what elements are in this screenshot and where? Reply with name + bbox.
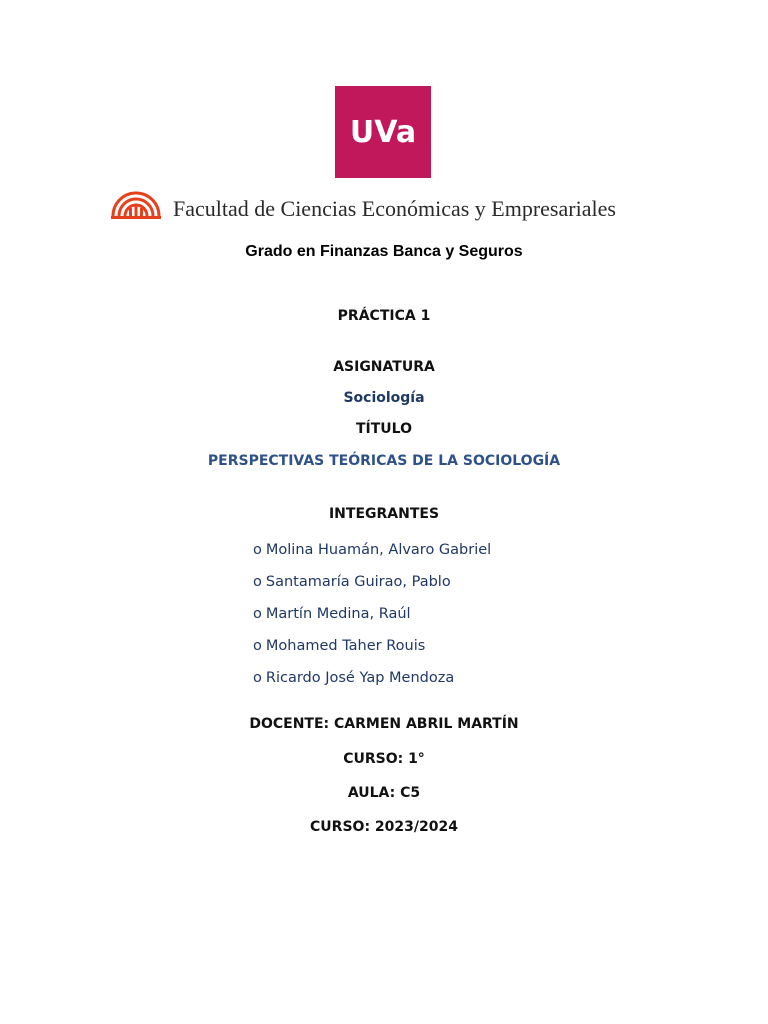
faculty-name: Facultad de Ciencias Económicas y Empresariales	[173, 196, 616, 221]
arch-emblem-icon	[110, 186, 162, 220]
member-name: Martín Medina, Raúl	[265, 606, 411, 622]
uva-logo	[335, 86, 431, 178]
member-name: Mohamed Taher Rouis	[265, 638, 426, 654]
uva-logo-text: UVa	[349, 114, 417, 150]
subject-value: Sociología	[343, 390, 425, 406]
member-name: Santamaría Guirao, Pablo	[265, 574, 451, 590]
classroom-info: AULA: C5	[347, 785, 421, 801]
member-name: Ricardo José Yap Mendoza	[265, 670, 455, 686]
subject-label: ASIGNATURA	[333, 359, 435, 375]
faculty-header	[110, 186, 670, 226]
member-item	[253, 636, 491, 668]
course-info: CURSO: 1°	[343, 751, 425, 767]
practice-label: PRÁCTICA 1	[337, 308, 431, 324]
title-value: PERSPECTIVAS TEÓRICAS DE LA SOCIOLOGÍA	[207, 453, 561, 469]
member-item	[253, 540, 491, 572]
members-label: INTEGRANTES	[328, 506, 440, 522]
degree-name: Grado en Finanzas Banca y Seguros	[245, 243, 523, 260]
list-bullet: o	[253, 574, 262, 590]
teacher-info: DOCENTE: CARMEN ABRIL MARTÍN	[249, 716, 519, 732]
list-bullet: o	[253, 638, 262, 654]
list-bullet: o	[253, 542, 262, 558]
member-name: Molina Huamán, Alvaro Gabriel	[265, 542, 492, 558]
list-bullet: o	[253, 670, 262, 686]
academic-year: CURSO: 2023/2024	[310, 819, 458, 835]
title-label: TÍTULO	[356, 421, 412, 437]
member-item	[253, 604, 491, 636]
list-bullet: o	[253, 606, 262, 622]
member-item	[253, 668, 491, 700]
member-item	[253, 572, 491, 604]
members-list	[253, 540, 491, 700]
